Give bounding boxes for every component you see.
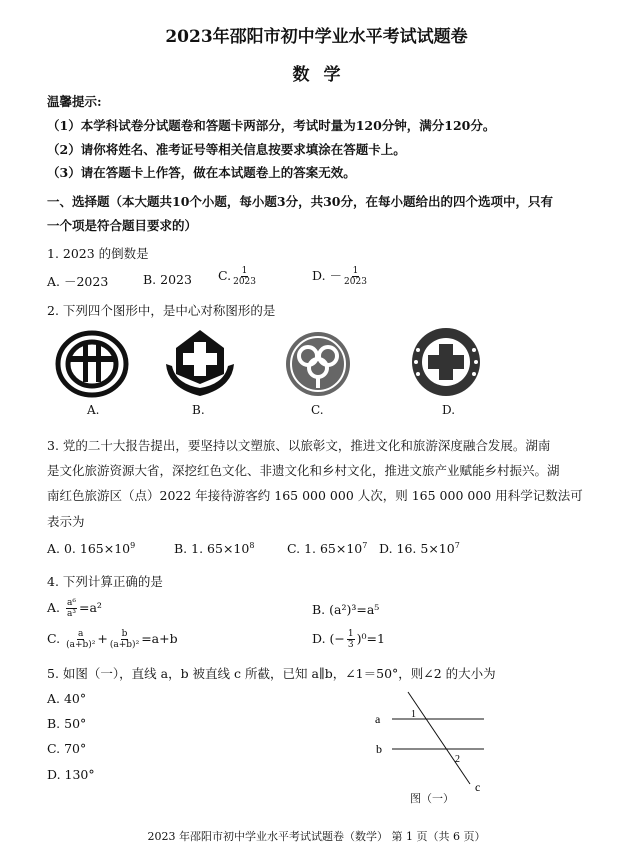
q1-option-a: A. －2023 — [47, 274, 109, 289]
line-c-label: c — [475, 780, 481, 794]
question-4-stem: 4. 下列计算正确的是 — [47, 574, 163, 589]
q3-option-c — [287, 541, 367, 556]
question-1-stem: 1. 2023 的倒数是 — [47, 246, 149, 261]
angle-1-label: 1 — [411, 709, 416, 720]
q4-option-c-rest: =a+b — [141, 631, 178, 646]
numerator: 1 — [241, 266, 248, 276]
q5-option-b: B. 50° — [47, 716, 87, 731]
numerator: a⁶ — [67, 598, 76, 608]
fraction — [66, 598, 77, 619]
q1-option-b: B. 2023 — [143, 272, 192, 287]
medical-cross-hands-icon — [162, 326, 238, 400]
q4-option-c — [47, 629, 178, 650]
q4-option-c-label: C. — [47, 631, 61, 646]
exponent: 8 — [249, 541, 255, 550]
fraction — [110, 629, 139, 650]
q4-option-a-label: A. — [47, 600, 61, 615]
numerator: 1 — [352, 266, 359, 276]
numerator: b — [121, 629, 128, 639]
denominator: 2023 — [233, 277, 256, 287]
q5-option-d: D. 130° — [47, 767, 95, 782]
line-a-label: a — [375, 712, 381, 726]
q3-option-b — [174, 541, 254, 556]
q4-option-b: B. (a²)³=a⁵ — [312, 602, 380, 617]
question-3-line: 3. 党的二十大报告提出，要坚持以文塑旅、以旅彰文，推进文化和旅游深度融合发展。湖南 — [47, 438, 551, 453]
question-3-line: 南红色旅游区（点）2022 年接待游客约 165 000 000 人次，则 165 000 000 用科学记数法可 — [47, 488, 583, 503]
q3-option-c-text: C. 1. 65×10 — [287, 541, 363, 557]
womens-federation-emblem-icon — [283, 330, 353, 398]
q2-label-d: D. — [442, 403, 456, 417]
exponent: 7 — [454, 541, 460, 550]
fraction — [66, 629, 95, 650]
figure-one-diagram — [370, 688, 500, 800]
q4-option-a — [47, 598, 102, 619]
exam-title: 2023年邵阳市初中学业水平考试试题卷 — [165, 27, 468, 47]
q3-option-d — [379, 541, 460, 556]
q3-option-d-text: D. 16. 5×10 — [379, 541, 455, 557]
notice-item: （2）请你将姓名、准考证号等相关信息按要求填涂在答题卡上。 — [47, 142, 406, 157]
section-heading-cont: 一个项是符合题目要求的） — [47, 218, 198, 233]
notice-heading: 温馨提示: — [47, 94, 102, 109]
q5-option-a: A. 40° — [47, 691, 87, 706]
q1-option-c — [218, 266, 258, 287]
exponent: 7 — [362, 541, 368, 550]
figure-caption: 图（一） — [410, 792, 454, 805]
line-b-label: b — [376, 742, 382, 756]
notice-item: （1）本学科试卷分试题卷和答题卡两部分，考试时量为120分钟，满分120分。 — [47, 118, 496, 133]
section-heading: 一、选择题（本大题共10个小题，每小题3分，共30分，在每小题给出的四个选项中，只有 — [47, 194, 553, 209]
q4-option-d — [312, 629, 385, 650]
line-c — [408, 692, 470, 784]
exponent: 9 — [130, 541, 136, 550]
q5-option-c: C. 70° — [47, 741, 87, 756]
q2-label-a: A. — [87, 403, 100, 417]
fraction — [233, 266, 256, 287]
q3-option-b-text: B. 1. 65×10 — [174, 541, 250, 557]
angle-2-label: 2 — [455, 754, 460, 765]
q2-label-b: B. — [192, 403, 205, 417]
denominator: 2023 — [344, 277, 367, 287]
q4-option-d-label: D. (− — [312, 631, 345, 646]
denominator: (a+b)² — [66, 640, 96, 650]
fraction — [344, 266, 367, 287]
question-3-line: 是文化旅游资源大省，深挖红色文化、非遗文化和乡村文化，推进文旅产业赋能乡村振兴。湖 — [47, 463, 560, 478]
q1-option-c-label: C. — [218, 268, 232, 283]
fraction — [347, 629, 355, 650]
denominator: (a+b)² — [109, 640, 140, 650]
red-cross-wreath-icon — [408, 326, 484, 400]
q3-option-a — [47, 541, 135, 556]
plus-sign: + — [97, 631, 108, 646]
page-footer: 2023 年邵阳市初中学业水平考试试题卷（数学） 第 1 页（共 6 页） — [147, 830, 486, 843]
question-2-stem: 2. 下列四个图形中，是中心对称图形的是 — [47, 303, 276, 318]
notice-item: （3）请在答题卡上作答，做在本试题卷上的答案无效。 — [47, 165, 356, 180]
question-5-stem: 5. 如图（一），直线 a，b 被直线 c 所截，已知 a∥b，∠1＝50°，则∠2 的大小为 — [47, 666, 496, 681]
numerator: 1 — [347, 629, 354, 639]
denominator: a³ — [67, 609, 76, 619]
q2-label-c: C. — [311, 403, 324, 417]
q4-option-a-rest: =a² — [78, 600, 102, 615]
numerator: a — [78, 629, 84, 639]
q1-option-d — [312, 266, 369, 287]
union-emblem-icon — [55, 330, 129, 398]
subject-title: 数学 — [292, 65, 355, 85]
q3-option-a-text: A. 0. 165×10 — [47, 541, 131, 557]
q1-option-d-label: D. － — [312, 268, 343, 283]
question-3-line: 表示为 — [47, 514, 85, 529]
q4-option-d-rest: )⁰=1 — [356, 631, 385, 646]
denominator: 3 — [347, 640, 354, 650]
